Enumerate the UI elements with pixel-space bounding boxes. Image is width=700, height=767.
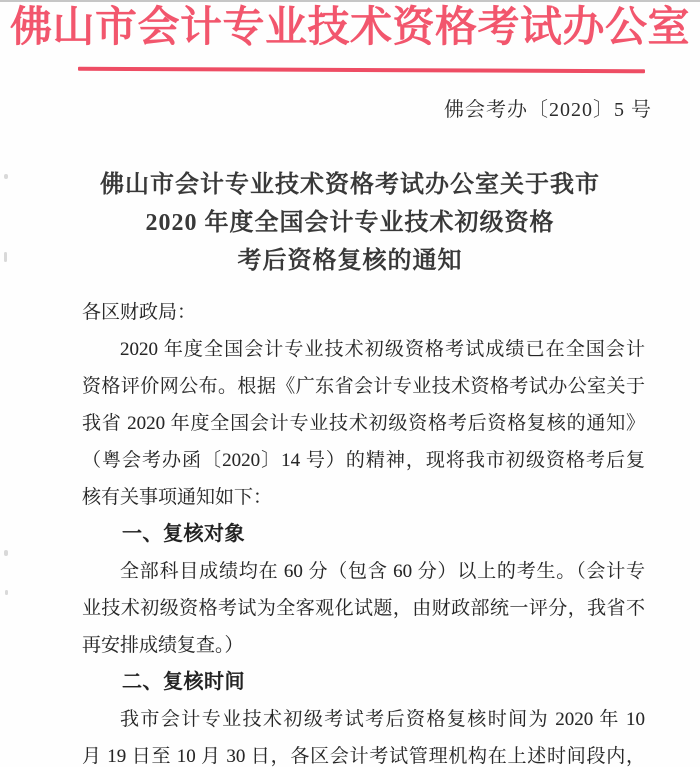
intro-line: （粤会考办函〔2020〕14 号）的精神，现将我市初级资格考后复: [82, 450, 645, 471]
section-1-line: 全部科目成绩均在 60 分（包含 60 分）以上的考生。（会计专: [120, 561, 645, 582]
scan-artifact: [4, 174, 8, 179]
salutation: 各区财政局：: [82, 302, 197, 323]
document-title-line-3: 考后资格复核的通知: [237, 248, 463, 274]
scan-artifact: [4, 550, 8, 556]
intro-line: 核有关事项通知如下：: [82, 487, 273, 508]
letterhead-org-name: 佛山市会计专业技术资格考试办公室: [9, 5, 690, 51]
section-2-line: 月 19 日至 10 月 30 日，各区会计考试管理机构在上述时间段内，: [82, 746, 645, 767]
scan-artifact: [4, 252, 7, 262]
scan-artifact: [5, 590, 8, 595]
document-title-line-1: 佛山市会计专业技术资格考试办公室关于我市: [100, 172, 600, 198]
document-title-line-2: 2020 年度全国会计专业技术初级资格: [145, 210, 555, 236]
section-1-line: 业技术初级资格考试为全客观化试题，由财政部统一评分，我省不: [82, 598, 645, 619]
intro-line: 我省 2020 年度全国会计专业技术初级资格考后资格复核的通知》: [82, 413, 645, 434]
intro-line: 资格评价网公布。根据《广东省会计专业技术资格考试办公室关于: [82, 376, 645, 397]
section-1-heading: 一、复核对象: [122, 523, 245, 545]
letterhead-divider-line: [78, 67, 645, 73]
section-2-heading: 二、复核时间: [122, 671, 245, 693]
document-number: 佛会考办〔2020〕5 号: [444, 99, 652, 121]
section-2-line: 我市会计专业技术初级考试考后资格复核时间为 2020 年 10: [120, 709, 645, 730]
document-body: [0, 294, 700, 767]
section-1-line: 再安排成绩复查。）: [82, 635, 244, 656]
intro-line: 2020 年度全国会计专业技术初级资格考试成绩已在全国会计: [120, 339, 645, 360]
document-title: [0, 166, 700, 280]
